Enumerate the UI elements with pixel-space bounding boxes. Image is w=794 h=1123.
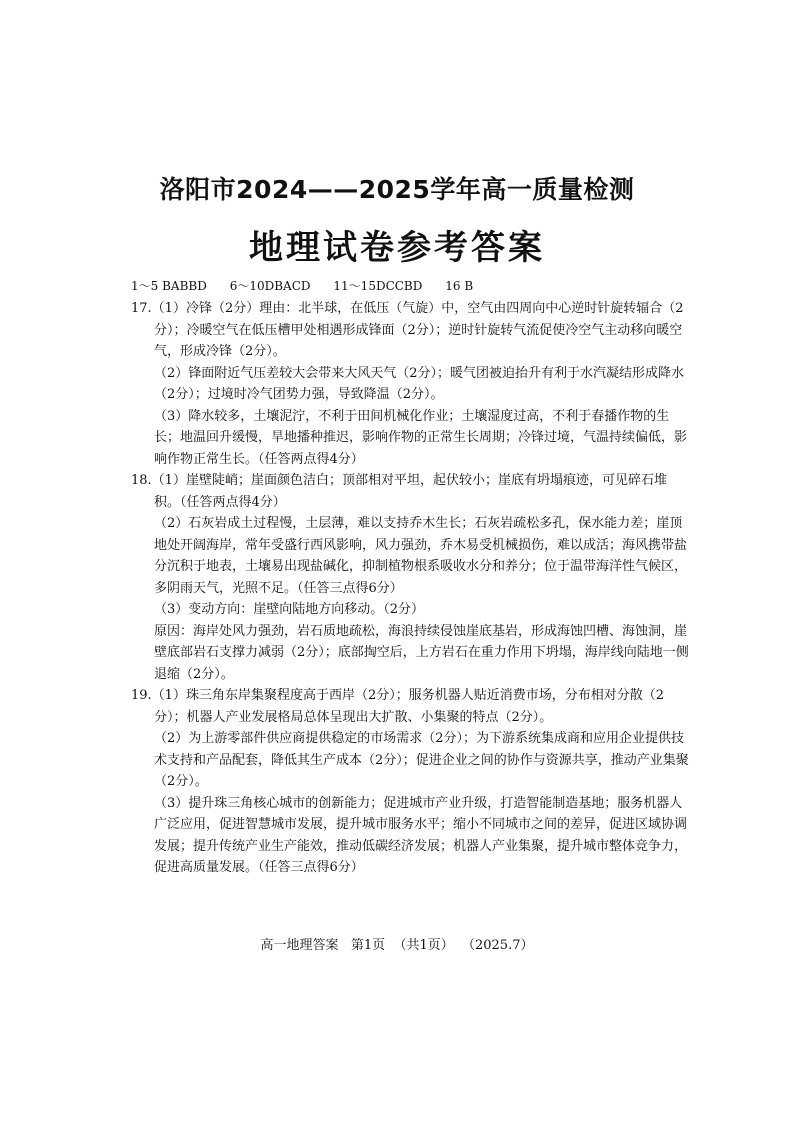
page-footer: 高一地理答案 第1页 （共1页） （2025.7） [260, 938, 534, 953]
question-19 [131, 685, 691, 879]
question-17 [131, 298, 691, 470]
q18-part2: （2）石灰岩成土过程慢，土层薄，难以支持乔木生长；石灰岩疏松多孔，保水能力差；崖顶地处开阔海岸，常年受盛行西风影响，风力强劲，乔木易受机械损伤，难以成活；海风携带盐分沉积于地表，土壤易出现盐碱化，抑制植物根系吸收水分和养分；位于温带海洋性气候区，多阴雨天气，光照不足。（任答三点得6分） [154, 516, 688, 596]
q18-part1: 18.（1）崖壁陡峭；崖面颜色洁白；顶部相对平坦，起伏较小；崖底有坍塌痕迹，可见碎石堆积。（任答两点得4分） [131, 473, 667, 510]
q18-part3: （3）变动方向：崖壁向陆地方向移动。（2分） [154, 602, 425, 617]
q19-part1: 19.（1）珠三角东岸集聚程度高于西岸（2分）；服务机器人贴近消费市场，分布相对分散（2分）；机器人产业发展格局总体呈现出大扩散、小集聚的特点（2分）。 [131, 688, 664, 725]
q17-part3: （3）降水较多，土壤泥泞，不利于田间机械化作业；土壤湿度过高，不利于春播作物的生长；地温回升缓慢，旱地播种推迟，影响作物的正常生长周期；冷锋过境，气温持续偏低，影响作物正常生长。（任答两点得4分） [154, 408, 688, 467]
q18-part3-reason: 原因：海岸处风力强劲，岩石质地疏松，海浪持续侵蚀崖底基岩，形成海蚀凹槽、海蚀洞，崖壁底部岩石支撑力减弱（2分）；底部掏空后，上方岩石在重力作用下坍塌，海岸线向陆地一侧退缩（2分）。 [154, 623, 689, 682]
exam-title: 洛阳市2024——2025学年高一质量检测 [159, 175, 635, 204]
answer-body [131, 298, 691, 879]
answer-key-title: 地理试卷参考答案 [249, 228, 545, 268]
q19-part3: （3）提升珠三角核心城市的创新能力；促进城市产业升级，打造智能制造基地；服务机器人广泛应用，促进智慧城市发展，提升城市服务水平；缩小不同城市之间的差异，促进区域协调发展；提升传统产业生产能效，推动低碳经济发展；机器人产业集聚，提升城市整体竞争力，促进高质量发展。（任答三点得6分） [154, 795, 688, 875]
multiple-choice-answers: 1～5 BABBD 6～10DBACD 11～15DCCBD 16 B [131, 279, 474, 293]
q17-part2: （2）锋面附近气压差较大会带来大风天气（2分）；暖气团被迫抬升有利于水汽凝结形成降水（2分）；过境时冷气团势力强，导致降温（2分）。 [154, 365, 685, 402]
q17-part1: 17.（1）冷锋（2分）理由：北半球，在低压（气旋）中，空气由四周向中心逆时针旋转辐合（2分）；冷暖空气在低压槽甲处相遇形成锋面（2分）；逆时针旋转气流促使冷空气主动移向暖空气，形成冷锋（2分）。 [131, 301, 684, 359]
question-18 [131, 470, 691, 685]
q19-part2: （2）为上游零部件供应商提供稳定的市场需求（2分）；为下游系统集成商和应用企业提供技术支持和产品配套，降低其生产成本（2分）；促进企业之间的协作与资源共享，推动产业集聚（2分）。 [154, 731, 689, 789]
